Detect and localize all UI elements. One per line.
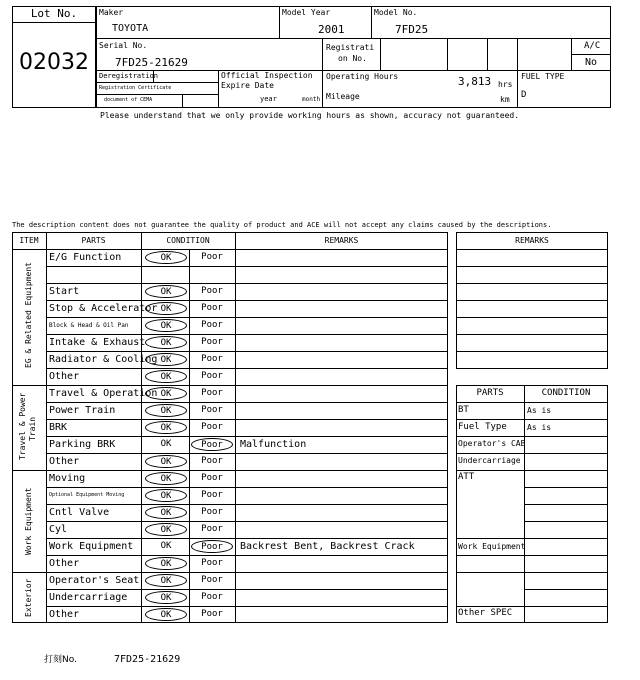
cema-label: document of CEMA	[104, 97, 153, 103]
right-parts-header: PARTS	[476, 388, 504, 398]
ok-selected: OK	[145, 370, 187, 383]
part-name: Other	[49, 609, 80, 620]
part-name: Operator's Seat	[49, 575, 140, 586]
right-condition-header: CONDITION	[541, 388, 591, 398]
model-year-value: 2001	[318, 23, 345, 36]
part-name: Start	[49, 286, 80, 297]
bt-value: As is	[527, 406, 552, 415]
poor-option: Poor	[201, 388, 223, 398]
parts-line	[524, 521, 608, 522]
part-name: Radiator & Cooling	[49, 354, 158, 365]
part-name: Other	[49, 558, 80, 569]
poor-option: Poor	[201, 592, 223, 602]
poor-option: Poor	[201, 337, 223, 347]
att-label: ATT	[458, 472, 475, 482]
ac-value: No	[585, 57, 598, 68]
ok-selected: OK	[145, 302, 187, 315]
parts-line	[456, 402, 608, 403]
registration-label-2: on No.	[338, 54, 367, 63]
poor-option: Poor	[201, 303, 223, 313]
poor-selected: Poor	[191, 540, 233, 553]
deregistration-label: Deregistration	[99, 72, 159, 80]
maker-value: TOYOTA	[112, 23, 149, 34]
part-name: Moving	[49, 473, 86, 484]
group-travel-2: Train	[28, 416, 37, 442]
ok-selected: OK	[145, 319, 187, 332]
fuel-value: As is	[527, 423, 552, 432]
parts-line	[524, 504, 608, 505]
group-eg: EG & Related Equipment	[24, 262, 33, 368]
lot-label: Lot No.	[30, 7, 78, 20]
lot-number: 02032	[19, 50, 89, 75]
remark-line	[456, 266, 608, 267]
part-name: Block & Head & Oil Pan	[49, 322, 129, 329]
ok-selected: OK	[145, 251, 187, 264]
poor-option: Poor	[201, 524, 223, 534]
ok-selected: OK	[145, 489, 187, 502]
hrs-label: hrs	[498, 80, 513, 89]
group-work: Work Equipment	[24, 487, 33, 555]
under-label: Undercarriage	[458, 456, 521, 465]
poor-option: Poor	[201, 609, 223, 619]
poor-option: Poor	[201, 507, 223, 517]
ok-selected: OK	[145, 404, 187, 417]
operating-hours-label: Operating Hours	[326, 72, 399, 81]
operating-hours-value: 3,813	[458, 75, 492, 88]
poor-option: Poor	[201, 371, 223, 381]
remark-line	[456, 283, 608, 284]
remark-line	[456, 300, 608, 301]
poor-option: Poor	[201, 490, 223, 500]
ok-option: OK	[160, 541, 172, 551]
part-name: Travel & Operation	[49, 388, 158, 399]
parts-line	[456, 419, 608, 420]
remark-line	[456, 334, 608, 335]
ok-selected: OK	[145, 353, 187, 366]
poor-selected: Poor	[191, 438, 233, 451]
mileage-label: Mileage	[326, 92, 360, 101]
other-spec-label: Other SPEC	[458, 608, 513, 618]
parts-line	[456, 436, 608, 437]
month-label: month	[302, 96, 321, 103]
col-item: ITEM	[19, 236, 39, 245]
description-notice: The description content does not guarantee the quality of product and ACE will not accept any claims caused by the descriptions.	[12, 221, 552, 229]
stamp-value: 7FD25-21629	[114, 654, 181, 665]
col-parts: PARTS	[81, 236, 106, 245]
ok-selected: OK	[145, 472, 187, 485]
ok-selected: OK	[145, 591, 187, 604]
model-no-label: Model No.	[374, 8, 418, 17]
inspection-label-1: Official Inspection	[221, 71, 313, 80]
poor-option: Poor	[201, 575, 223, 585]
part-name: Work Equipment	[49, 541, 134, 552]
inspection-label-2: Expire Date	[221, 81, 274, 90]
parts-line	[456, 606, 608, 607]
col-remarks: REMARKS	[324, 236, 359, 245]
ok-selected: OK	[145, 506, 187, 519]
ok-selected: OK	[145, 557, 187, 570]
poor-option: Poor	[201, 320, 223, 330]
maker-label: Maker	[99, 8, 124, 17]
fuel-type-label: FUEL TYPE	[521, 72, 565, 81]
stamp-label: 打刻No.	[44, 655, 77, 665]
part-name: Other	[49, 371, 80, 382]
group-travel-1: Travel & Power	[18, 392, 27, 460]
remark-text: Malfunction	[240, 439, 307, 450]
remark-line	[456, 249, 608, 250]
poor-option: Poor	[201, 456, 223, 466]
model-year-label: Model Year	[282, 8, 331, 17]
year-label: year	[260, 95, 277, 103]
serial-value: 7FD25-21629	[115, 56, 188, 69]
part-name: Power Train	[49, 405, 116, 416]
cab-label: Operator's CAB	[458, 439, 526, 448]
part-name: Undercarriage	[49, 592, 128, 603]
ac-label: A/C	[584, 41, 601, 51]
km-label: km	[500, 95, 510, 104]
fuel-type-value: D	[521, 90, 527, 100]
ok-selected: OK	[145, 336, 187, 349]
poor-option: Poor	[201, 558, 223, 568]
parts-line	[524, 589, 608, 590]
part-name: Other	[49, 456, 80, 467]
reg-cert-label: Registration Certificate	[99, 85, 172, 91]
parts-line	[456, 538, 608, 539]
part-name: Intake & Exhaust	[49, 337, 146, 348]
ok-selected: OK	[145, 421, 187, 434]
part-name: E/G Function	[49, 252, 122, 263]
poor-option: Poor	[201, 473, 223, 483]
part-name: Parking BRK	[49, 439, 116, 450]
ok-selected: OK	[145, 285, 187, 298]
serial-label: Serial No.	[99, 41, 148, 50]
parts-line	[456, 453, 608, 454]
poor-option: Poor	[201, 286, 223, 296]
poor-option: Poor	[201, 422, 223, 432]
bt-label: BT	[458, 405, 469, 415]
poor-option: Poor	[201, 405, 223, 415]
ok-option: OK	[160, 439, 172, 449]
part-name: Cyl	[49, 524, 68, 535]
right-remarks-header: REMARKS	[515, 236, 549, 245]
part-name: Optional Equipment Moving	[49, 492, 125, 498]
remark-line	[456, 351, 608, 352]
part-name: Stop & Accelerator	[49, 303, 158, 314]
parts-line	[524, 487, 608, 488]
ok-selected: OK	[145, 387, 187, 400]
ok-selected: OK	[145, 455, 187, 468]
part-name: BRK	[49, 422, 68, 433]
ok-selected: OK	[145, 608, 187, 621]
group-exterior: Exterior	[24, 578, 33, 618]
ok-selected: OK	[145, 523, 187, 536]
poor-option: Poor	[201, 354, 223, 364]
parts-line	[456, 572, 608, 573]
ok-selected: OK	[145, 574, 187, 587]
col-condition: CONDITION	[166, 236, 210, 245]
hours-notice: Please understand that we only provide working hours as shown, accuracy not guaranteed.	[100, 111, 520, 120]
registration-label-1: Registrati	[326, 43, 375, 52]
part-name: Cntl Valve	[49, 507, 110, 518]
parts-line	[456, 555, 608, 556]
poor-option: Poor	[201, 252, 223, 262]
fuel-label: Fuel Type	[458, 422, 507, 432]
model-no-value: 7FD25	[395, 23, 429, 36]
remark-line	[456, 317, 608, 318]
remark-text: Backrest Bent, Backrest Crack	[240, 541, 415, 552]
work-label: Work Equipment	[458, 542, 526, 551]
parts-line	[456, 470, 608, 471]
